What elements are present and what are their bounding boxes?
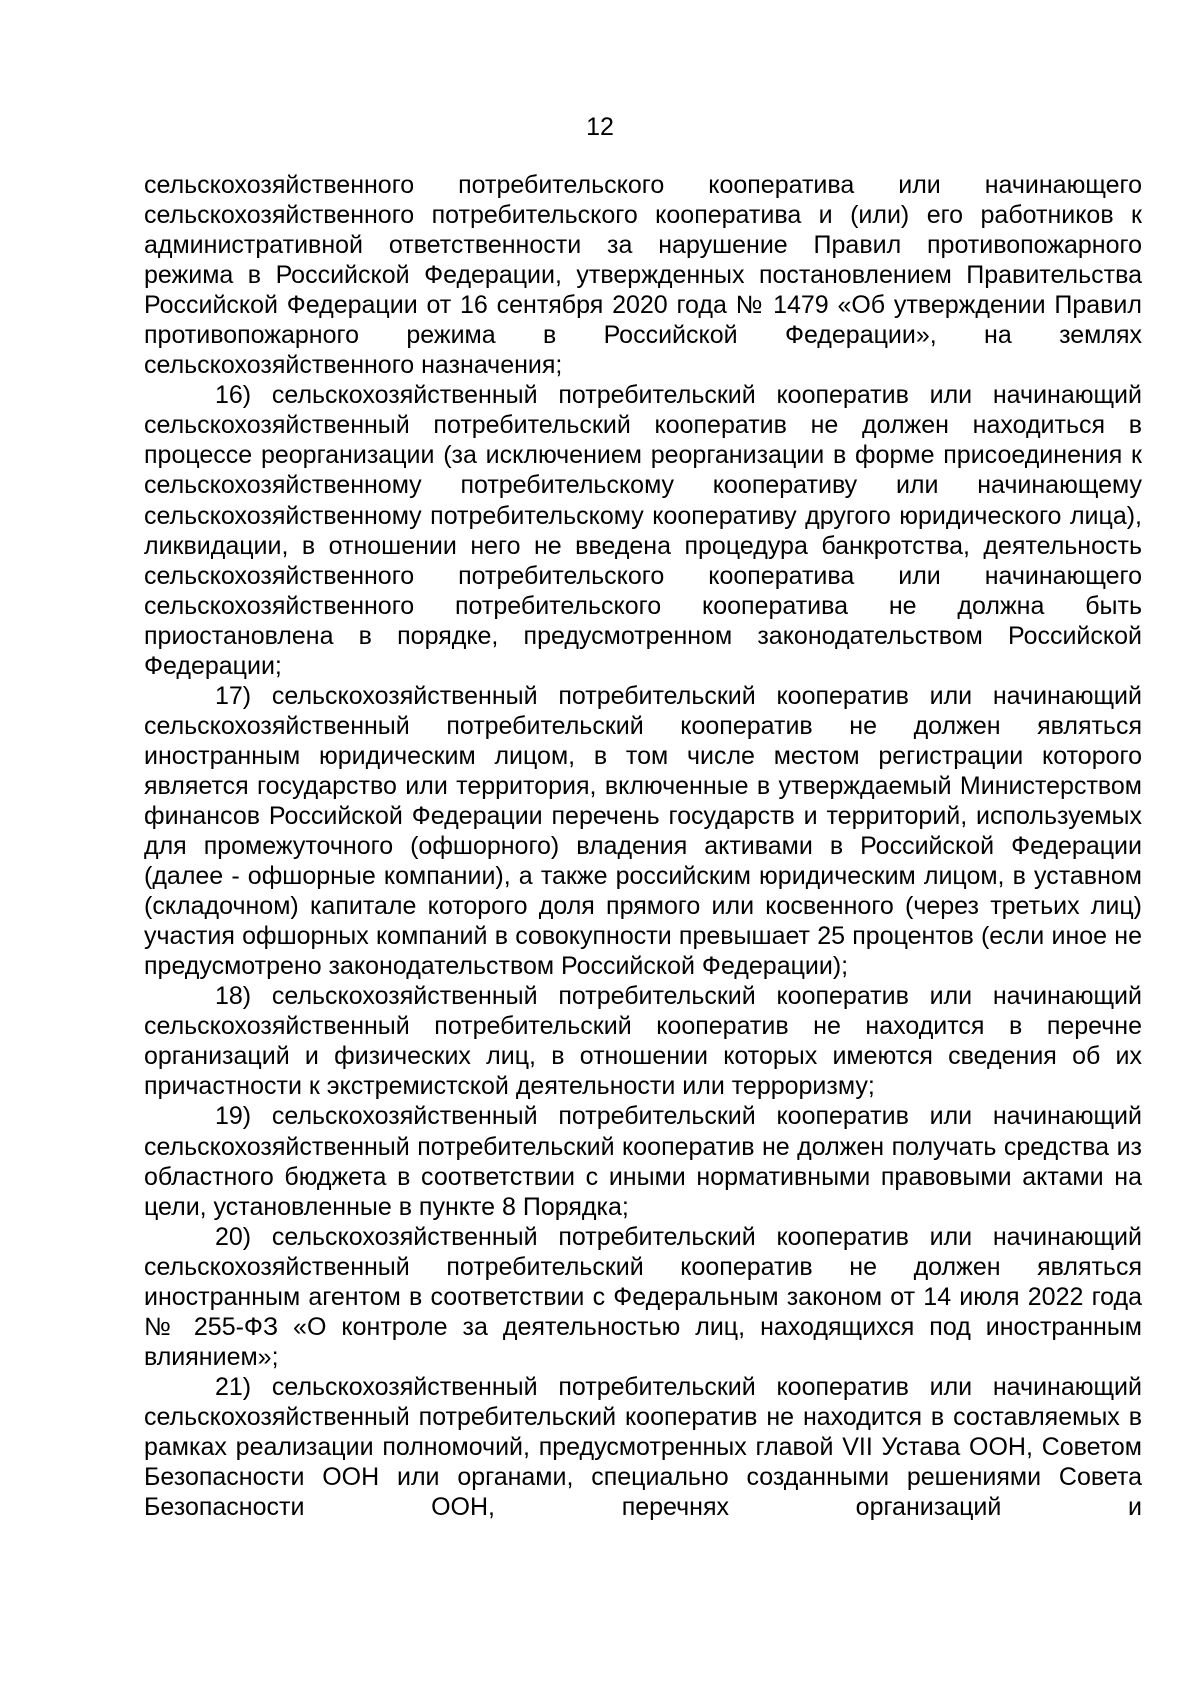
document-body <box>144 170 1142 1522</box>
paragraph-item-20: 20) сельскохозяйственный потребительский кооператив или начинающий сельскохозяйственный потребительский кооператив не должен являться иностранным агентом в соответствии с Федеральным законом от 14 июля 2022 года № 255-ФЗ «О контроле за деятельностью лиц, находящихся под иностранным влиянием»; <box>144 1222 1142 1371</box>
paragraph-item-19: 19) сельскохозяйственный потребительский кооператив или начинающий сельскохозяйственный потребительский кооператив не должен получать средства из областного бюджета в соответствии с иными нормативными правовыми актами на цели, установленные в пункте 8 Порядка; <box>144 1102 1142 1221</box>
paragraph-item-18: 18) сельскохозяйственный потребительский кооператив или начинающий сельскохозяйственный потребительский кооператив не находится в перечне организаций и физических лиц, в отношении которых имеются сведения об их причастности к экстремистской деятельности или терроризму; <box>144 982 1142 1101</box>
paragraph-continuation: сельскохозяйственного потребительского кооператива или начинающего сельскохозяйственного потребительского кооператива и (или) его работников к административной ответственности за нарушение Правил противопожарного режима в Российской Федерации, утвержденных постановлением Правительства Российской Федерации от 16 сентября 2020 года № 1479 «Об утверждении Правил противопожарного режима в Российской Федерации», на землях сельскохозяйственного назначения; <box>144 171 1142 380</box>
page-number: 12 <box>586 113 614 141</box>
paragraph-item-21: 21) сельскохозяйственный потребительский кооператив или начинающий сельскохозяйственный потребительский кооператив не находится в составляемых в рамках реализации полномочий, предусмотренных главой VII Устава ООН, Советом Безопасности ООН или органами, специально созданными решениями Совета Безопасности ООН, перечнях организаций и <box>144 1372 1142 1522</box>
paragraph-item-16: 16) сельскохозяйственный потребительский кооператив или начинающий сельскохозяйственный потребительский кооператив не должен находиться в процессе реорганизации (за исключением реорганизации в форме присоединения к сельскохозяйственному потребительскому кооперативу или начинающему сельскохозяйственному потребительскому кооперативу другого юридического лица), ликвидации, в отношении него не введена процедура банкротства, деятельность сельскохозяйственного потребительского кооператива или начинающего сельскохозяйственного потребительского кооператива не должна быть приостановлена в порядке, предусмотренном законодательством Российской Федерации; <box>144 381 1142 680</box>
paragraph-item-17: 17) сельскохозяйственный потребительский кооператив или начинающий сельскохозяйственный потребительский кооператив не должен являться иностранным юридическим лицом, в том числе местом регистрации которого является государство или территория, включенные в утверждаемый Министерством финансов Российской Федерации перечень государств и территорий, используемых для промежуточного (офшорного) владения активами в Российской Федерации (далее - офшорные компании), а также российским юридическим лицом, в уставном (складочном) капитале которого доля прямого или косвенного (через третьих лиц) участия офшорных компаний в совокупности превышает 25 процентов (если иное не предусмотрено законодательством Российской Федерации); <box>144 681 1142 981</box>
